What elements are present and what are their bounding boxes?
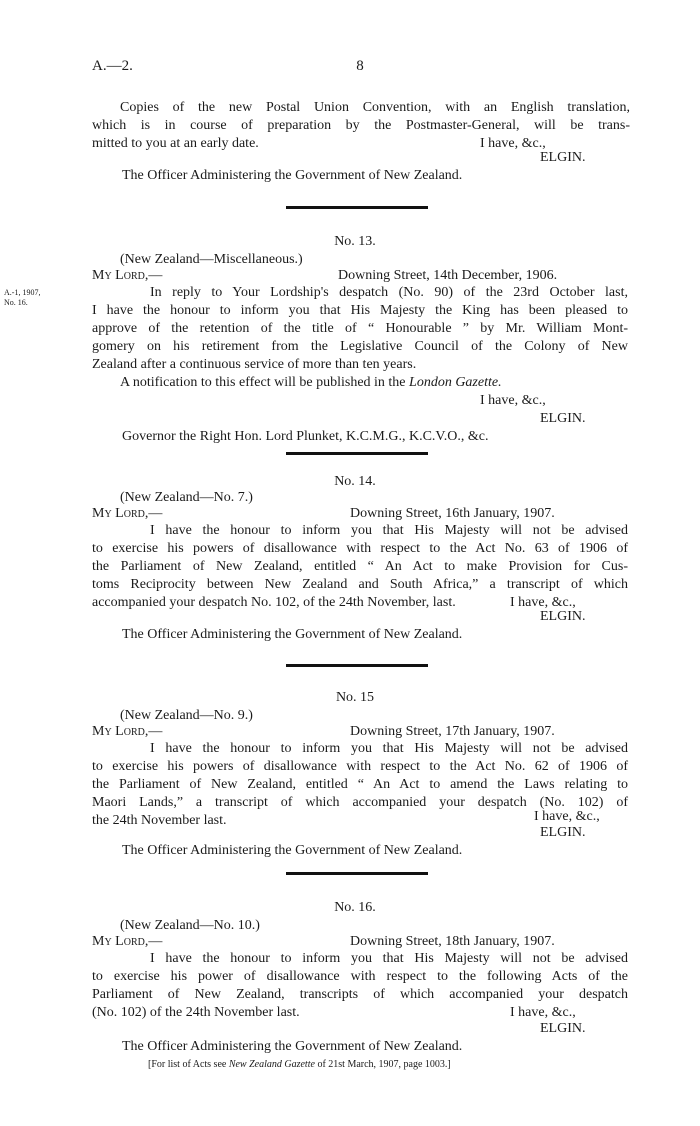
page-number: 8 [356,58,364,74]
place-date: Downing Street, 17th January, 1907. [350,724,555,739]
section-divider [286,206,428,209]
section-divider [286,452,428,455]
footnote: [For list of Acts see New Zealand Gazette of 21st March, 1907, page 1003.] [148,1059,451,1070]
closing: I have, &c., [510,595,576,610]
body-line: to exercise his power of disallowance with respect to the following Acts of the [92,969,628,984]
closing: I have, &c., [510,1005,576,1020]
letter-reference: (New Zealand—No. 7.) [120,490,253,505]
letter-number: No. 16. [334,900,376,915]
body-line: (No. 102) of the 24th November last. [92,1005,300,1020]
body-line: toms Reciprocity between New Zealand and South Africa,” a transcript of which [92,577,628,592]
body-line: accompanied your despatch No. 102, of the 24th November, last. [92,595,456,610]
letter-number: No. 13. [334,234,376,249]
signature: ELGIN. [540,609,586,624]
letter-reference: (New Zealand—Miscellaneous.) [120,252,303,267]
page-header-ref: A.—2. [92,58,133,74]
body-line: the Parliament of New Zealand, entitled “ An Act to make Provision for Cus- [92,559,628,574]
body-line: the Parliament of New Zealand, entitled “ An Act to amend the Laws relating to [92,777,628,792]
body-line: Maori Lands,” a transcript of which accompanied your despatch (No. 102) of [92,795,628,810]
margin-note: No. 16. [4,298,28,307]
section-divider [286,664,428,667]
body-line: approve of the retention of the title of “ Honourable ” by Mr. William Mont- [92,321,628,336]
letter-reference: (New Zealand—No. 9.) [120,708,253,723]
salutation: My Lord,— [92,506,163,521]
body-line: Parliament of New Zealand, transcripts of which accompanied your despatch [92,987,628,1002]
intro-line: Copies of the new Postal Union Convention, with an English translation, [120,100,630,115]
body-line: In reply to Your Lordship's despatch (No. 90) of the 23rd October last, [150,285,628,300]
letter-reference: (New Zealand—No. 10.) [120,918,260,933]
body-line: Zealand after a continuous service of more than ten years. [92,357,417,372]
body-line: to exercise his powers of disallowance with respect to the Act No. 62 of 1906 of [92,759,628,774]
intro-line: which is in course of preparation by the Postmaster-General, will be trans- [92,118,630,133]
place-date: Downing Street, 14th December, 1906. [338,268,558,283]
addressee: The Officer Administering the Government of New Zealand. [122,627,463,642]
body-line-notice: A notification to this effect will be published in the London Gazette. [120,375,502,390]
place-date: Downing Street, 16th January, 1907. [350,506,555,521]
addressee: The Officer Administering the Government of New Zealand. [122,168,463,183]
body-line: I have the honour to inform you that His Majesty will not be advised [150,741,628,756]
place-date: Downing Street, 18th January, 1907. [350,934,555,949]
letter-number: No. 14. [334,474,376,489]
signature: ELGIN. [540,150,586,165]
body-line: I have the honour to inform you that His Majesty will not be advised [150,951,628,966]
closing: I have, &c., [534,809,600,824]
addressee: The Officer Administering the Government of New Zealand. [122,1039,463,1054]
intro-line: mitted to you at an early date. [92,136,259,151]
signature: ELGIN. [540,825,586,840]
body-line: I have the honour to inform you that His Majesty the King has been pleased to [92,303,628,318]
body-line: the 24th November last. [92,813,227,828]
body-line: I have the honour to inform you that His Majesty will not be advised [150,523,628,538]
closing: I have, &c., [480,136,546,151]
letter-number: No. 15 [335,690,375,705]
body-line: gomery on his retirement from the Legislative Council of the Colony of New [92,339,628,354]
salutation: My Lord,— [92,934,163,949]
salutation: My Lord,— [92,724,163,739]
body-line: to exercise his powers of disallowance with respect to the Act No. 63 of 1906 of [92,541,628,556]
signature: ELGIN. [540,411,586,426]
margin-note: A.-1, 1907, [4,288,41,297]
addressee: Governor the Right Hon. Lord Plunket, K.C.M.G., K.C.V.O., &c. [122,429,489,444]
addressee: The Officer Administering the Government of New Zealand. [122,843,463,858]
signature: ELGIN. [540,1021,586,1036]
closing: I have, &c., [480,393,546,408]
section-divider [286,872,428,875]
salutation: My Lord,— [92,268,163,283]
